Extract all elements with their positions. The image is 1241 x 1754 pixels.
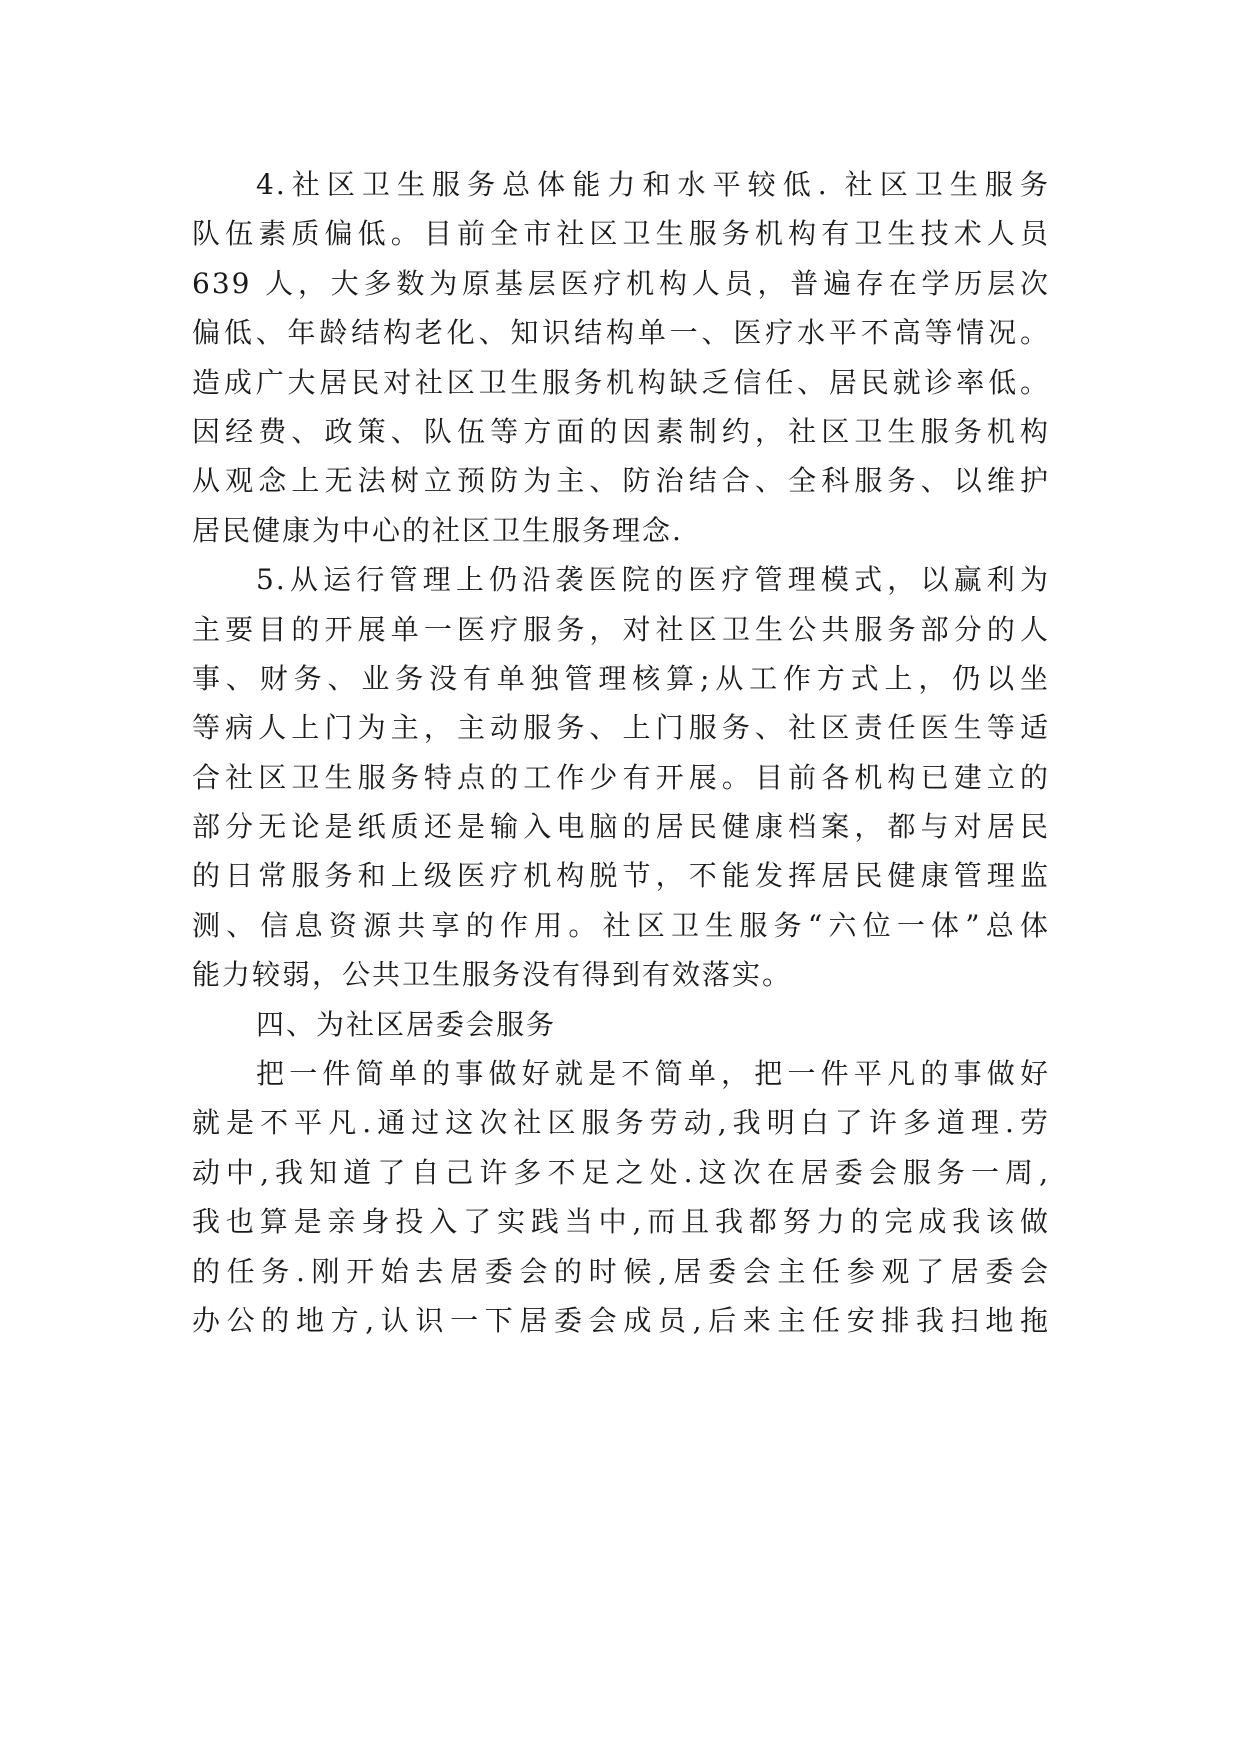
section-heading: 四、为社区居委会服务 [256, 1007, 557, 1041]
document-body [192, 160, 1050, 1345]
paragraph-5-line: 事、财务、业务没有单独管理核算;从工作方式上，仍以坐 [192, 661, 1050, 695]
paragraph-4-line: 居民健康为中心的社区卫生服务理念. [192, 513, 683, 547]
paragraph-5-line: 部分无论是纸质还是输入电脑的居民健康档案，都与对居民 [192, 810, 1050, 844]
paragraph-4-line: 639 人，大多数为原基层医疗机构人员，普遍存在学历层次 [192, 266, 1050, 300]
paragraph-6-line: 就是不平凡.通过这次社区服务劳动,我明白了许多道理.劳 [192, 1106, 1050, 1140]
paragraph-4-line: 偏低、年龄结构老化、知识结构单一、医疗水平不高等情况。 [192, 316, 1050, 350]
paragraph-6-line: 办公的地方,认识一下居委会成员,后来主任安排我扫地拖 [192, 1303, 1050, 1337]
paragraph-6-line: 我也算是亲身投入了实践当中,而且我都努力的完成我该做 [192, 1205, 1050, 1239]
paragraph-5-line: 能力较弱，公共卫生服务没有得到有效落实。 [192, 958, 793, 992]
paragraph-5-line: 的日常服务和上级医疗机构脱节，不能发挥居民健康管理监 [192, 859, 1050, 893]
paragraph-5-line: 测、信息资源共享的作用。社区卫生服务“六位一体”总体 [192, 908, 1050, 942]
paragraph-4-line: 队伍素质偏低。目前全市社区卫生服务机构有卫生技术人员 [192, 217, 1050, 251]
paragraph-4-line: 因经费、政策、队伍等方面的因素制约，社区卫生服务机构 [192, 414, 1050, 448]
paragraph-5-line: 等病人上门为主，主动服务、上门服务、社区责任医生等适 [192, 711, 1050, 745]
paragraph-5-line: 5.从运行管理上仍沿袭医院的医疗管理模式，以赢利为 [256, 563, 1050, 597]
paragraph-5-line: 主要目的开展单一医疗服务，对社区卫生公共服务部分的人 [192, 612, 1050, 646]
paragraph-5-line: 合社区卫生服务特点的工作少有开展。目前各机构已建立的 [192, 760, 1050, 794]
paragraph-6-line: 把一件简单的事做好就是不简单，把一件平凡的事做好 [256, 1057, 1050, 1091]
paragraph-4-line: 4.社区卫生服务总体能力和水平较低. 社区卫生服务 [256, 168, 1050, 201]
paragraph-4-line: 从观念上无法树立预防为主、防治结合、全科服务、以维护 [192, 464, 1050, 498]
paragraph-4-line: 造成广大居民对社区卫生服务机构缺乏信任、居民就诊率低。 [192, 365, 1050, 399]
paragraph-6-line: 动中,我知道了自己许多不足之处.这次在居委会服务一周, [192, 1155, 1050, 1189]
paragraph-6-line: 的任务.刚开始去居委会的时候,居委会主任参观了居委会 [192, 1254, 1050, 1288]
